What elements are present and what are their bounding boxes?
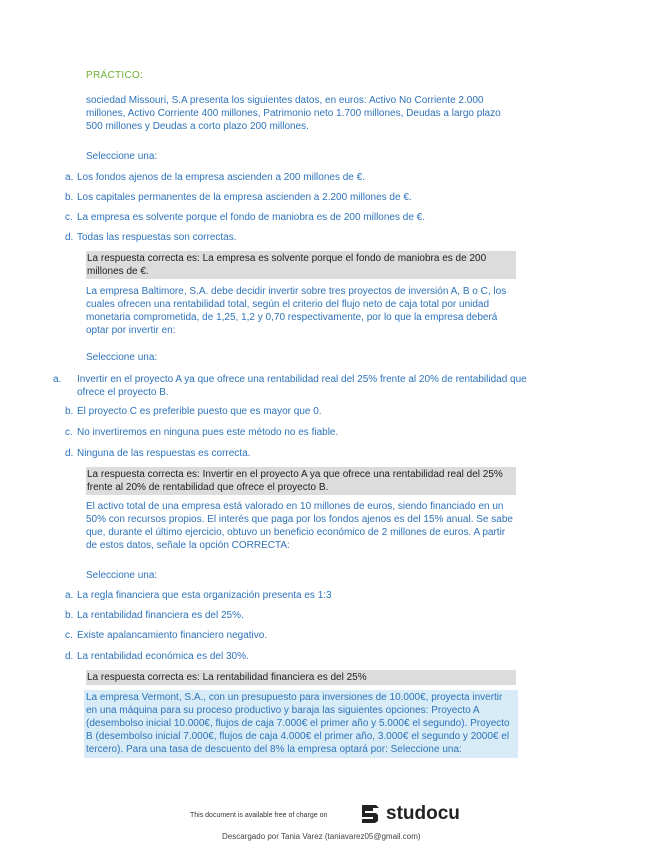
studocu-logo-icon — [359, 803, 381, 825]
q3-option-c[interactable]: c. Existe apalancamiento financiero negativo. — [65, 630, 268, 641]
q1-option-b[interactable]: b. Los capitales permanentes de la empresa ascienden a 2.200 millones de €. — [65, 192, 412, 203]
question-2-select-label: Seleccione una: — [86, 352, 158, 363]
q3-option-b[interactable]: b. La rentabilidad financiera es del 25%. — [65, 610, 244, 621]
q2-correct-answer — [86, 467, 516, 495]
q1-option-c[interactable]: c. La empresa es solvente porque el fondo de maniobra es de 200 millones de €. — [65, 212, 426, 223]
q2-answer-line-1: La respuesta correcta es: Invertir en el proyecto A ya que ofrece una rentabilidad real del 25% — [87, 469, 503, 480]
q2-answer-line-2: frente al 20% de rentabilidad que ofrece el proyecto B. — [87, 482, 329, 493]
q1-correct-answer — [86, 251, 516, 279]
question-1-select-label: Seleccione una: — [86, 151, 158, 162]
q2-option-b[interactable]: b. El proyecto C es preferible puesto que es mayor que 0. — [65, 406, 322, 417]
q3-option-a[interactable]: a. La regla financiera que esta organización presenta es 1:3 — [65, 590, 332, 601]
footer-downloaded-text: Descargado por Tania Varez (taniavarez05@gmail.com) — [222, 832, 421, 841]
q2-option-c[interactable]: c. No invertiremos en ninguna pues este método no es fiable. — [65, 427, 339, 438]
q1-answer-line-2: millones de €. — [87, 266, 149, 277]
q2-option-d[interactable]: d. Ninguna de las respuestas es correcta. — [65, 448, 251, 459]
q1-answer-line-1: La respuesta correcta es: La empresa es solvente porque el fondo de maniobra es de 200 — [87, 253, 487, 264]
q3-correct-answer: La respuesta correcta es: La rentabilidad financiera es del 25% — [86, 670, 516, 685]
question-3-text: El activo total de una empresa está valorado en 10 millones de euros, siendo financiado en un 50% con recursos propios. El interés que paga por los fondos ajenos es del 15% anual. Se sabe que, durante el último ejercicio, obtuvo un beneficio económico de 2 millones de euros. A partir de estos datos, señale la opción CORRECTA: — [86, 501, 513, 551]
question-4-text: La empresa Vermont, S.A., con un presupuesto para inversiones de 10.000€, proyecta invertir en una máquina para su proceso productivo y baraja las siguientes opciones: Proyecto A (desembolso inicial 10.000€, flujos de caja 7.000€ el primer año y 5.000€ el segundo). Proyecto B (desembolso inicial 7.000€, flujos de caja 4.000€ el primer año, 3.000€ el segundo y 2000€ el tercero). Para una tasa de descuento del 8% la empresa optará por: Seleccione una: — [84, 690, 518, 758]
question-1-text: sociedad Missouri, S.A presenta los siguientes datos, en euros: Activo No Corriente 2.000 millones, Activo Corriente 400 millones, Patrimonio neto 1.700 millones, Deudas a largo plazo 500 millones y Deudas a corto plazo 200 millones. — [86, 95, 501, 132]
q1-option-a[interactable]: a. Los fondos ajenos de la empresa ascienden a 200 millones de €. — [65, 172, 365, 183]
studocu-brand[interactable]: studocu — [386, 803, 460, 824]
footer-available-text: This document is available free of charge on — [190, 812, 328, 819]
q2-option-a[interactable]: a. Invertir en el proyecto A ya que ofrece una rentabilidad real del 25% frente al 20% de rentabilidad que ofrece el proyecto B. — [53, 374, 527, 398]
q3-option-d[interactable]: d. La rentabilidad económica es del 30%. — [65, 651, 249, 662]
section-title: PRÁCTICO: — [86, 70, 144, 81]
question-2-text: La empresa Baltimore, S.A. debe decidir invertir sobre tres proyectos de inversión A, B o C, los cuales ofrecen una rentabilidad total, según el criterio del flujo neto de caja total por unidad monetaria comprometida, de 1,25, 1,2 y 0,70 respectivamente, por lo que la empresa deberá optar por invertir en: — [86, 286, 507, 336]
q1-option-d[interactable]: d. Todas las respuestas son correctas. — [65, 232, 237, 243]
question-3-select-label: Seleccione una: — [86, 570, 158, 581]
